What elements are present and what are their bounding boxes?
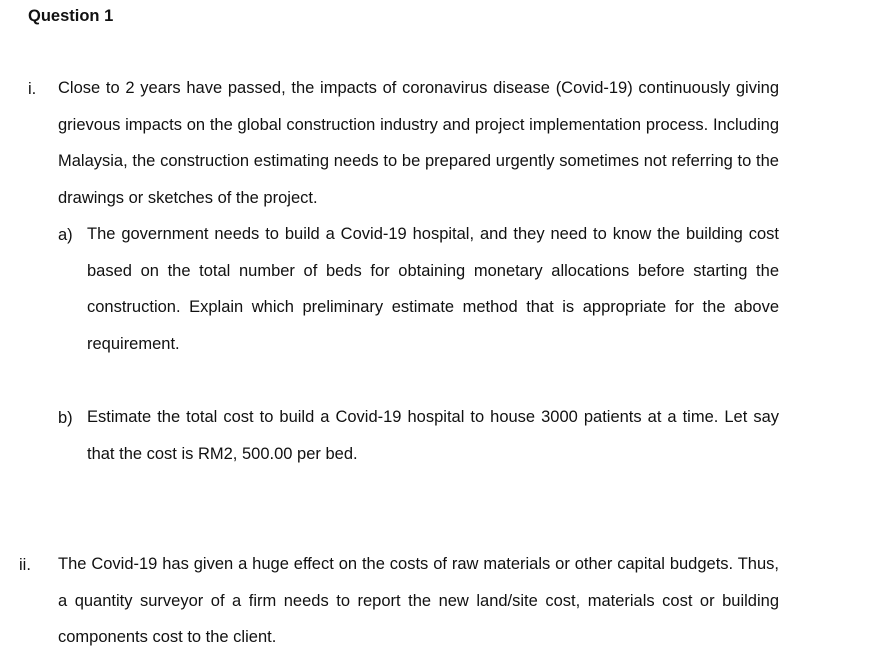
subitem-b-text: Estimate the total cost to build a Covid-19 hospital to house 3000 patients at a time. Let say that the cost is RM2, 500.00 per bed. xyxy=(87,408,779,463)
subitem-b-marker: b) xyxy=(58,409,73,427)
item-i-text: Close to 2 years have passed, the impacts of coronavirus disease (Covid-19) continuously giving grievous impacts on the global construction industry and project implementation process. Including Malaysia, the construction estimating needs to be prepared urgently sometimes not referring to the drawings or sketches of the project. xyxy=(58,79,779,207)
item-i-marker: i. xyxy=(28,80,37,98)
subitem-a-marker: a) xyxy=(58,226,73,244)
subitem-a-text: The government needs to build a Covid-19 hospital, and they need to know the building cost based on the total number of beds for obtaining monetary allocations before starting the construction. Explain which preliminary estimate method that is appropriate for the above requirement. xyxy=(87,225,779,353)
question-title: Question 1 xyxy=(28,7,114,25)
item-ii-marker: ii. xyxy=(19,556,31,574)
item-ii-text: The Covid-19 has given a huge effect on the costs of raw materials or other capital budgets. Thus, a quantity surveyor of a firm needs to report the new land/site cost, materials cost or building components cost to the client. xyxy=(58,555,779,646)
